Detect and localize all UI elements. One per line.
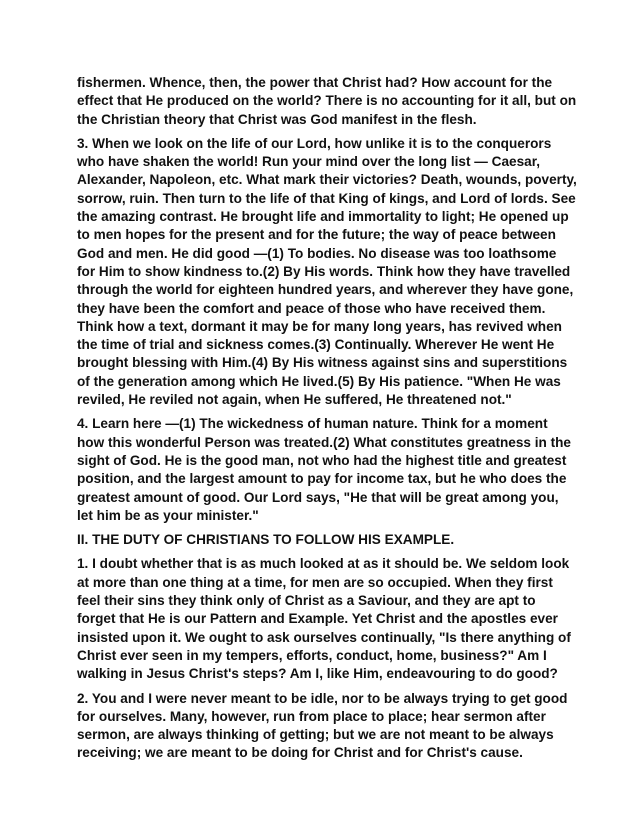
paragraph-4-learn-here: 4. Learn here —(1) The wickedness of human nature. Think for a moment how this wonderful Person was treated.(2) What constitutes greatness in the sight of God. He is the good man, not who had the highest title and greatest position, and the largest amount to pay for income tax, but he who does the greatest amount of good. Our Lord says, "He that will be great among you, let him be as your minister." — [77, 416, 571, 523]
section-heading: II. THE DUTY OF CHRISTIANS TO FOLLOW HIS EXAMPLE. — [77, 532, 455, 548]
paragraph-1-doubt: 1. I doubt whether that is as much looked at as it should be. We seldom look at more than one thing at a time, for men are so occupied. When they first feel their sins they think only of Christ as a Saviour, and they are apt to forget that He is our Pattern and Example. Yet Christ and the apostles ever insisted upon it. We ought to ask ourselves continually, "Is there anything of Christ ever seen in my tempers, efforts, conduct, home, business?" Am I walking in Jesus Christ's steps? Am I, like Him, endeavouring to do good? — [77, 556, 571, 682]
paragraph-3-conquerors: 3. When we look on the life of our Lord, how unlike it is to the conquerors who have shaken the world! Run your mind over the long list — Caesar, Alexander, Napoleon, etc. What mark their victories? Death, wounds, poverty, sorrow, ruin. Then turn to the life of that King of kings, and Lord of lords. See the amazing contrast. He brought life and immortality to light; He opened up to men hopes for the present and for the future; the way of peace between God and men. He did good —(1) To bodies. No disease was too loathsome for Him to show kindness to.(2) By His words. Think how they have travelled through the world for eighteen hundred years, and wherever they have gone, they have been the comfort and peace of those who have received them. Think how a text, dormant it may be for many long years, has revived when the time of trial and sickness comes.(3) Continually. Wherever He went He brought blessing with Him.(4) By His witness against sins and superstitions of the generation among which He lived.(5) By His patience. "When He was reviled, He reviled not again, when He suffered, He threatened not." — [77, 135, 577, 408]
paragraph-2-never-idle: 2. You and I were never meant to be idle, nor to be always trying to get good for ourselves. Many, however, run from place to place; hear sermon after sermon, are always thinking of getting; but we are not meant to be always receiving; we are meant to be doing for Christ and for Christ's cause. — [77, 690, 568, 761]
document-page — [77, 74, 577, 769]
paragraph-continuation: fishermen. Whence, then, the power that Christ had? How account for the effect that He produced on the world? There is no accounting for it all, but on the Christian theory that Christ was God manifest in the flesh. — [77, 75, 577, 127]
